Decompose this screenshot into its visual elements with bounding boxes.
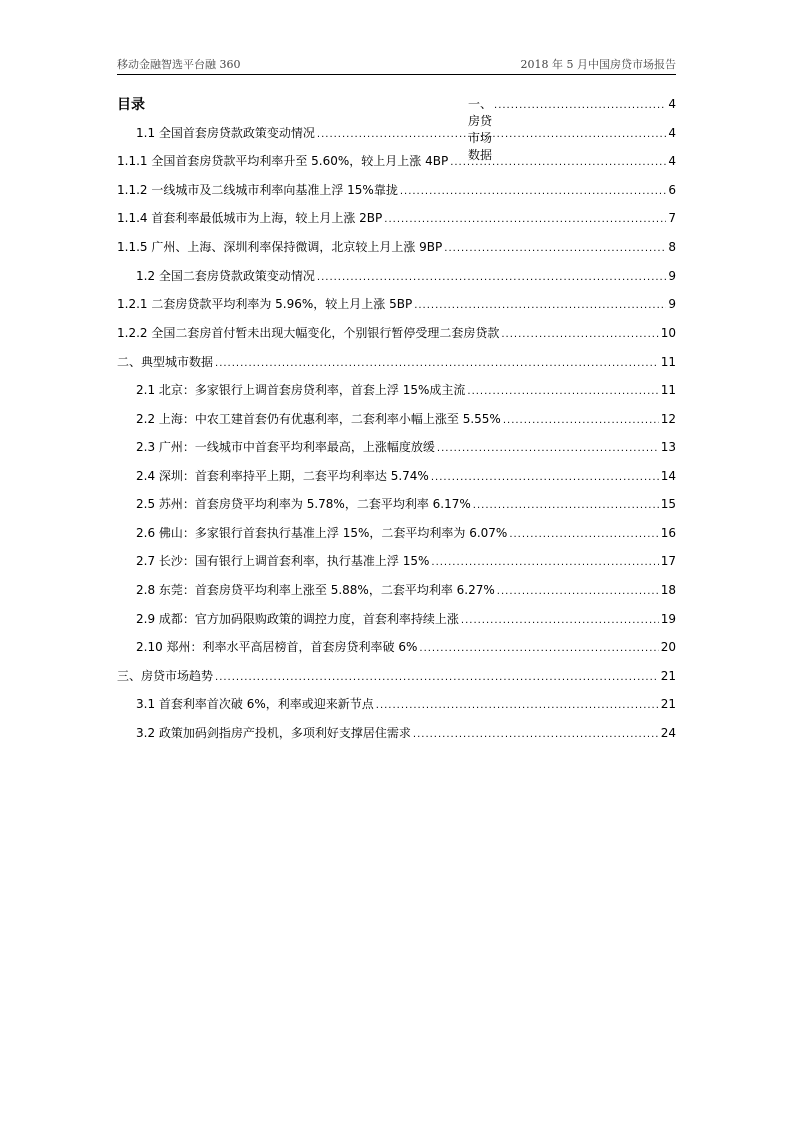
toc-entry-page: 19 — [660, 612, 676, 626]
toc-entry[interactable] — [136, 581, 676, 599]
toc-entry[interactable] — [468, 95, 676, 162]
toc-entry-text: 1.2.1 二套房贷款平均利率为 5.96%，较上月上涨 5BP — [117, 297, 413, 311]
toc-entry-text: 1.2.2 全国二套房首付暂未出现大幅变化，个别银行暂停受理二套房贷款 — [117, 326, 500, 340]
toc-entry-text: 2.9 成都：官方加码限购政策的调控力度，首套利率持续上涨 — [136, 612, 459, 626]
toc-leader-dots — [467, 386, 658, 397]
toc-entry-page: 11 — [660, 355, 676, 369]
header-right-text: 2018 年 5 月中国房贷市场报告 — [520, 58, 676, 71]
toc-entry[interactable] — [117, 667, 676, 685]
toc-leader-dots — [419, 643, 658, 654]
toc-entry[interactable] — [136, 467, 676, 485]
toc-entry-page: 20 — [660, 640, 676, 654]
toc-entry-page: 14 — [660, 469, 676, 483]
toc-entry-text: 2.5 苏州：首套房贷平均利率为 5.78%，二套平均利率 6.17% — [136, 497, 471, 511]
toc-entry[interactable] — [136, 381, 676, 399]
toc-entry-page: 17 — [660, 554, 676, 568]
toc-entry[interactable] — [136, 724, 676, 742]
toc-entry-text: 一、房贷市场数据 — [468, 97, 493, 162]
toc-entry-text: 1.1.4 首套利率最低城市为上海，较上月上涨 2BP — [117, 211, 383, 225]
toc-leader-dots — [400, 186, 667, 197]
toc-leader-dots — [376, 700, 659, 711]
toc-leader-dots — [461, 615, 659, 626]
toc-entry[interactable] — [136, 695, 676, 713]
toc-leader-dots — [494, 100, 666, 111]
toc-entry-page: 16 — [660, 526, 676, 540]
toc-leader-dots — [509, 529, 658, 540]
toc-leader-dots — [215, 358, 659, 369]
toc-entry-text: 1.2 全国二套房贷款政策变动情况 — [136, 269, 315, 283]
toc-title: 目录 — [117, 97, 145, 113]
toc-entry[interactable] — [117, 324, 676, 342]
toc-entry-text: 1.1.5 广州、上海、深圳利率保持微调，北京较上月上涨 9BP — [117, 240, 443, 254]
toc-leader-dots — [317, 272, 666, 283]
toc-leader-dots — [444, 243, 666, 254]
toc-entry[interactable] — [136, 438, 676, 456]
toc-entry[interactable] — [136, 495, 676, 513]
toc-entry[interactable] — [136, 610, 676, 628]
toc-entry-page: 4 — [668, 154, 676, 168]
toc-leader-dots — [414, 300, 666, 311]
toc-entry-text: 1.1 全国首套房贷款政策变动情况 — [136, 126, 315, 140]
toc-entry-page: 12 — [660, 412, 676, 426]
toc-entry-page: 6 — [668, 183, 676, 197]
toc-entry-page: 9 — [668, 269, 676, 283]
toc-entry-page: 4 — [668, 97, 676, 111]
toc-entry-text: 2.2 上海：中农工建首套仍有优惠利率，二套利率小幅上涨至 5.55% — [136, 412, 501, 426]
toc-leader-dots — [215, 672, 659, 683]
toc-entry-page: 8 — [668, 240, 676, 254]
toc-entry[interactable] — [117, 152, 676, 170]
toc-entry-text: 2.7 长沙：国有银行上调首套利率，执行基准上浮 15% — [136, 554, 430, 568]
toc-entry-text: 二、典型城市数据 — [117, 355, 214, 369]
toc-entry-text: 1.1.2 一线城市及二线城市利率向基准上浮 15%靠拢 — [117, 183, 398, 197]
toc-leader-dots — [437, 443, 659, 454]
page-header — [117, 54, 676, 75]
toc-entry[interactable] — [136, 638, 676, 656]
toc-entry[interactable] — [136, 552, 676, 570]
toc-leader-dots — [450, 157, 666, 168]
toc-entry-text: 1.1.1 全国首套房贷款平均利率升至 5.60%，较上月上涨 4BP — [117, 154, 449, 168]
toc-entry-page: 24 — [660, 726, 676, 740]
toc-entry[interactable] — [117, 209, 676, 227]
toc-entry-page: 21 — [660, 669, 676, 683]
toc-leader-dots — [431, 557, 658, 568]
toc-entry[interactable] — [136, 124, 676, 142]
toc-entry-text: 3.1 首套利率首次破 6%，利率或迎来新节点 — [136, 697, 374, 711]
toc-entry[interactable] — [136, 524, 676, 542]
toc-leader-dots — [501, 329, 658, 340]
toc-entry-text: 2.8 东莞：首套房贷平均利率上涨至 5.88%，二套平均利率 6.27% — [136, 583, 495, 597]
toc-entry-text: 三、房贷市场趋势 — [117, 669, 214, 683]
toc-entry-page: 11 — [660, 383, 676, 397]
toc-entry-page: 10 — [660, 326, 676, 340]
toc-leader-dots — [497, 586, 659, 597]
header-left-text: 移动金融智选平台融 360 — [117, 58, 241, 71]
toc-leader-dots — [384, 214, 666, 225]
toc-entry-text: 3.2 政策加码剑指房产投机，多项利好支撑居住需求 — [136, 726, 411, 740]
toc-entry-page: 18 — [660, 583, 676, 597]
toc-entry-text: 2.4 深圳：首套利率持平上期，二套平均利率达 5.74% — [136, 469, 429, 483]
toc-entry-page: 21 — [660, 697, 676, 711]
toc-entry-text: 2.6 佛山：多家银行首套执行基准上浮 15%，二套平均利率为 6.07% — [136, 526, 508, 540]
toc-entry[interactable] — [136, 410, 676, 428]
toc-leader-dots — [317, 129, 666, 140]
toc-entry-page: 15 — [660, 497, 676, 511]
toc-entry-page: 7 — [668, 211, 676, 225]
toc-entry[interactable] — [117, 181, 676, 199]
toc-entry-page: 9 — [668, 297, 676, 311]
toc-entry-page: 13 — [660, 440, 676, 454]
toc-leader-dots — [473, 500, 659, 511]
toc-entry[interactable] — [117, 295, 676, 313]
toc-entry[interactable] — [117, 353, 676, 371]
toc-entry-text: 2.3 广州：一线城市中首套平均利率最高，上涨幅度放缓 — [136, 440, 435, 454]
toc-leader-dots — [413, 729, 659, 740]
toc-entry[interactable] — [136, 267, 676, 285]
toc-entry[interactable] — [117, 238, 676, 256]
toc-leader-dots — [503, 415, 659, 426]
toc-entry-text: 2.1 北京：多家银行上调首套房贷利率，首套上浮 15%成主流 — [136, 383, 466, 397]
toc-leader-dots — [431, 472, 659, 483]
toc-entry-text: 2.10 郑州：利率水平高居榜首，首套房贷利率破 6% — [136, 640, 418, 654]
toc-entry-page: 4 — [668, 126, 676, 140]
